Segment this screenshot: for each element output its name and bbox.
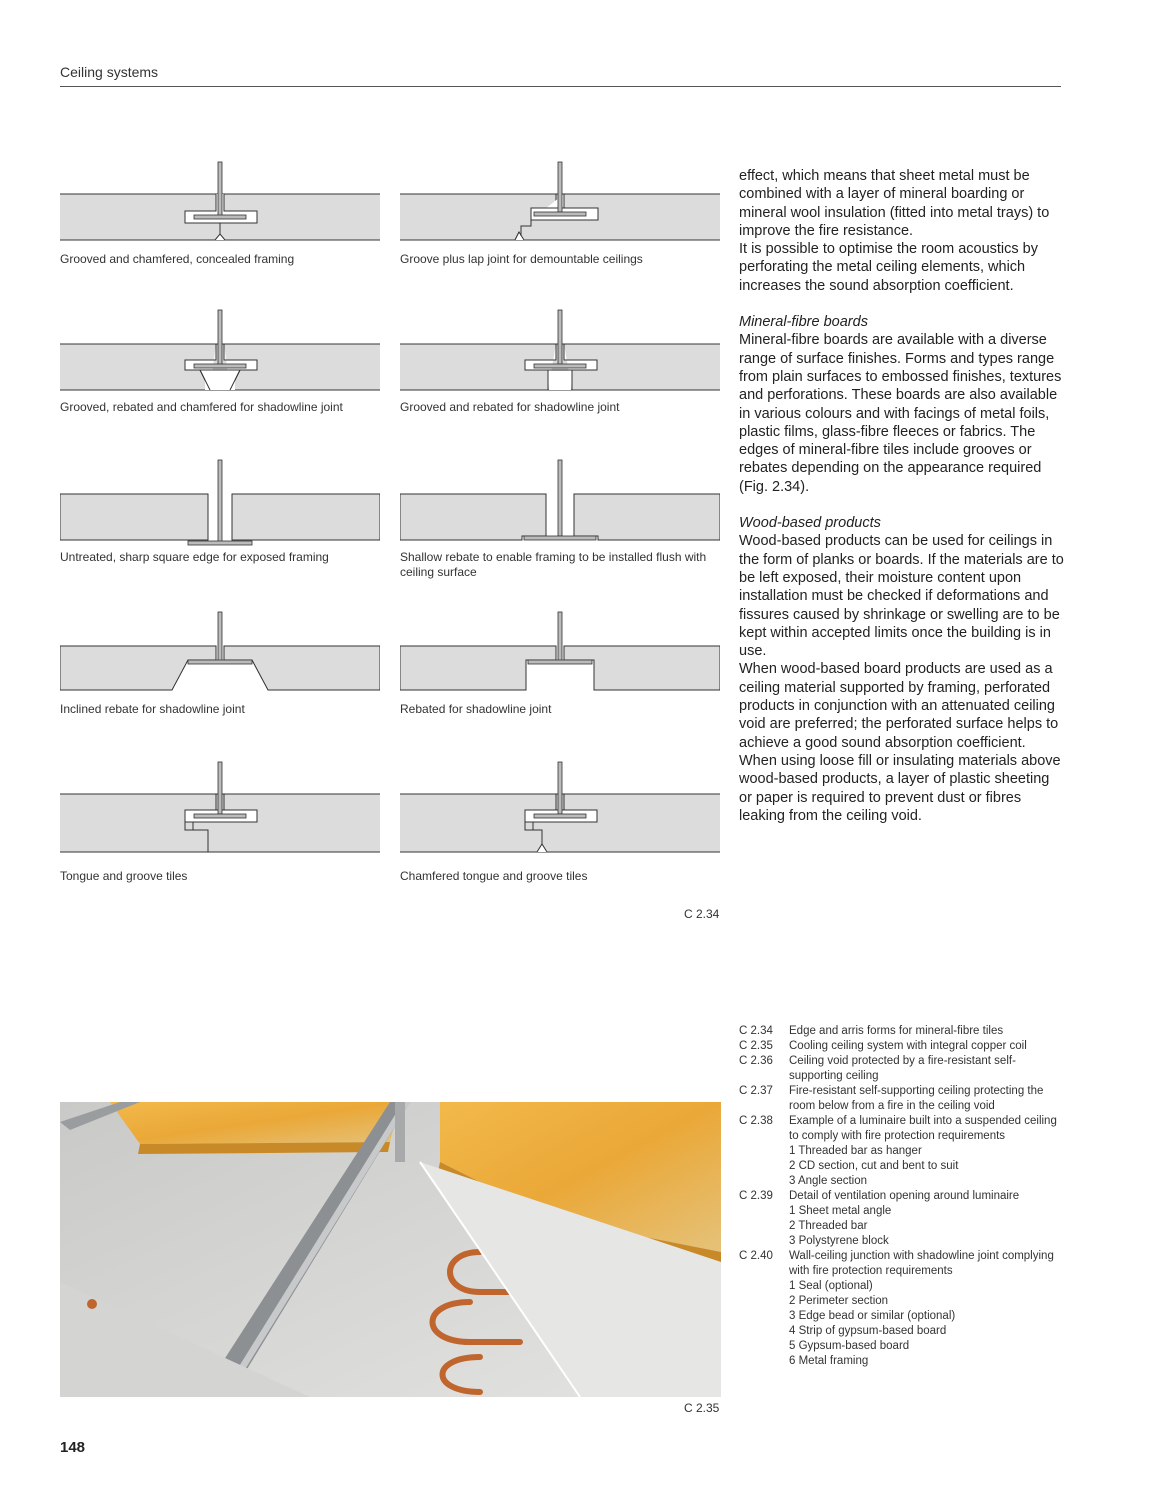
caption-number: C 2.40	[739, 1250, 773, 1262]
cooling-ceiling-photo	[60, 1102, 721, 1397]
figure-ref-235: C 2.35	[684, 1401, 720, 1415]
diagram-caption: Groove plus lap joint for demountable ceilings	[400, 252, 643, 266]
diagram-caption: Inclined rebate for shadowline joint	[60, 702, 245, 716]
joint-section-drawing	[60, 308, 380, 398]
caption-item	[739, 1084, 1059, 1114]
caption-text: Wall-ceiling junction with shadowline joint complying with fire protection requirements	[789, 1250, 1054, 1277]
joint-section-drawing	[60, 160, 380, 250]
caption-subitem: 3 Polystyrene block	[789, 1235, 889, 1247]
caption-text: Edge and arris forms for mineral-fibre tiles	[789, 1025, 1004, 1037]
caption-item	[739, 1039, 1059, 1054]
joint-diagram-inclined-rebate	[60, 610, 380, 717]
joint-section-drawing	[400, 760, 720, 855]
joint-section-drawing	[400, 160, 720, 250]
joint-diagram-grooved-rebated	[400, 308, 720, 415]
paragraph: Mineral-fibre boards are available with a diverse range of surface finishes. Forms and types range from plain surfaces to embossed finishes, textures and perforations. These boards are also available in various colours and with facings of metal foils, plastic films, glass-fibre fleeces or fabrics. The edges of mineral-fibre tiles include grooves or rebates depending on the appearance required (Fig. 2.34).	[739, 332, 1062, 495]
joint-section-drawing	[60, 760, 380, 855]
joint-section-drawing	[400, 458, 720, 548]
body-text-column	[739, 167, 1064, 825]
caption-subitem: 4 Strip of gypsum-based board	[789, 1325, 947, 1337]
caption-item	[739, 1024, 1059, 1039]
diagram-caption: Rebated for shadowline joint	[400, 702, 552, 716]
caption-subitem: 2 Perimeter section	[789, 1295, 889, 1307]
diagram-caption: Tongue and groove tiles	[60, 869, 188, 883]
figure-ref-234: C 2.34	[684, 907, 720, 921]
caption-number: C 2.35	[739, 1040, 773, 1052]
joint-diagram-tongue-groove	[60, 760, 380, 884]
running-header: Ceiling systems	[60, 64, 1061, 87]
caption-subitem: 1 Seal (optional)	[789, 1280, 873, 1292]
page-number: 148	[60, 1439, 86, 1456]
paragraph: Wood-based products can be used for ceilings in the form of planks or boards. If the materials are to be left exposed, their moisture content upon installation must be checked if deformations and fissures caused by shrinkage or swelling are to be kept within accepted limits once the building is in use.	[739, 533, 1064, 660]
caption-text: Cooling ceiling system with integral copper coil	[789, 1040, 1027, 1052]
subheading-mineral-fibre: Mineral-fibre boards	[739, 314, 868, 331]
caption-subitem: 1 Sheet metal angle	[789, 1205, 892, 1217]
joint-section-drawing	[400, 308, 720, 398]
paragraph: It is possible to optimise the room acoustics by perforating the metal ceiling elements, which increases the sound absorption coefficient.	[739, 241, 1038, 294]
caption-subitem: 1 Threaded bar as hanger	[789, 1145, 922, 1157]
diagram-caption: Grooved and chamfered, concealed framing	[60, 252, 295, 266]
caption-number: C 2.36	[739, 1055, 773, 1067]
caption-item	[739, 1114, 1059, 1144]
caption-text: Detail of ventilation opening around luminaire	[789, 1190, 1020, 1202]
paragraph: When wood-based board products are used as a ceiling material supported by framing, perforated products in conjunction with an attenuated ceiling void are preferred; the perforated surface helps to achieve a good sound absorption coefficient.	[739, 661, 1059, 751]
caption-text: Fire-resistant self-supporting ceiling protecting the room below from a fire in the ceiling void	[789, 1085, 1044, 1112]
joint-diagram-grooved-chamfered	[60, 160, 380, 267]
joint-diagram-chamfered-tongue-groove	[400, 760, 720, 884]
diagram-caption: Grooved, rebated and chamfered for shadowline joint	[60, 400, 343, 414]
joint-diagram-square-edge	[60, 458, 380, 565]
caption-number: C 2.37	[739, 1085, 773, 1097]
caption-subitem: 5 Gypsum-based board	[789, 1340, 910, 1352]
joint-diagram-grooved-rebated-chamfered	[60, 308, 380, 415]
caption-subitem: 2 CD section, cut and bent to suit	[789, 1160, 959, 1172]
diagram-caption: Grooved and rebated for shadowline joint	[400, 400, 620, 414]
figure-captions	[739, 1024, 1059, 1369]
caption-subitem: 6 Metal framing	[789, 1355, 869, 1367]
caption-subitem: 3 Edge bead or similar (optional)	[789, 1310, 956, 1322]
caption-subitem: 2 Threaded bar	[789, 1220, 868, 1232]
subheading-wood-based: Wood-based products	[739, 515, 881, 532]
caption-text: Example of a luminaire built into a suspended ceiling to comply with fire protection requirements	[789, 1115, 1057, 1142]
caption-item	[739, 1054, 1059, 1084]
caption-number: C 2.38	[739, 1115, 773, 1127]
caption-text: Ceiling void protected by a fire-resistant self-supporting ceiling	[789, 1055, 1016, 1082]
caption-item	[739, 1249, 1059, 1279]
joint-section-drawing	[400, 610, 720, 700]
caption-number: C 2.34	[739, 1025, 773, 1037]
joint-section-drawing	[60, 458, 380, 548]
caption-subitem: 3 Angle section	[789, 1175, 868, 1187]
paragraph: When using loose fill or insulating materials above wood-based products, a layer of plastic sheeting or paper is required to prevent dust or fibres leaking from the ceiling void.	[739, 752, 1061, 824]
joint-diagram-rebated	[400, 610, 720, 717]
caption-item	[739, 1189, 1059, 1204]
joint-diagram-shallow-rebate	[400, 458, 720, 580]
diagram-caption: Chamfered tongue and groove tiles	[400, 869, 588, 883]
diagram-caption: Shallow rebate to enable framing to be installed flush with ceiling surface	[400, 550, 707, 579]
diagram-caption: Untreated, sharp square edge for exposed framing	[60, 550, 329, 564]
photo-illustration	[60, 1102, 721, 1397]
paragraph: effect, which means that sheet metal must be combined with a layer of mineral boarding or mineral wool insulation (fitted into metal trays) to improve the fire resistance.	[739, 168, 1050, 239]
joint-diagram-groove-lap	[400, 160, 720, 267]
joint-section-drawing	[60, 610, 380, 700]
caption-number: C 2.39	[739, 1190, 773, 1202]
